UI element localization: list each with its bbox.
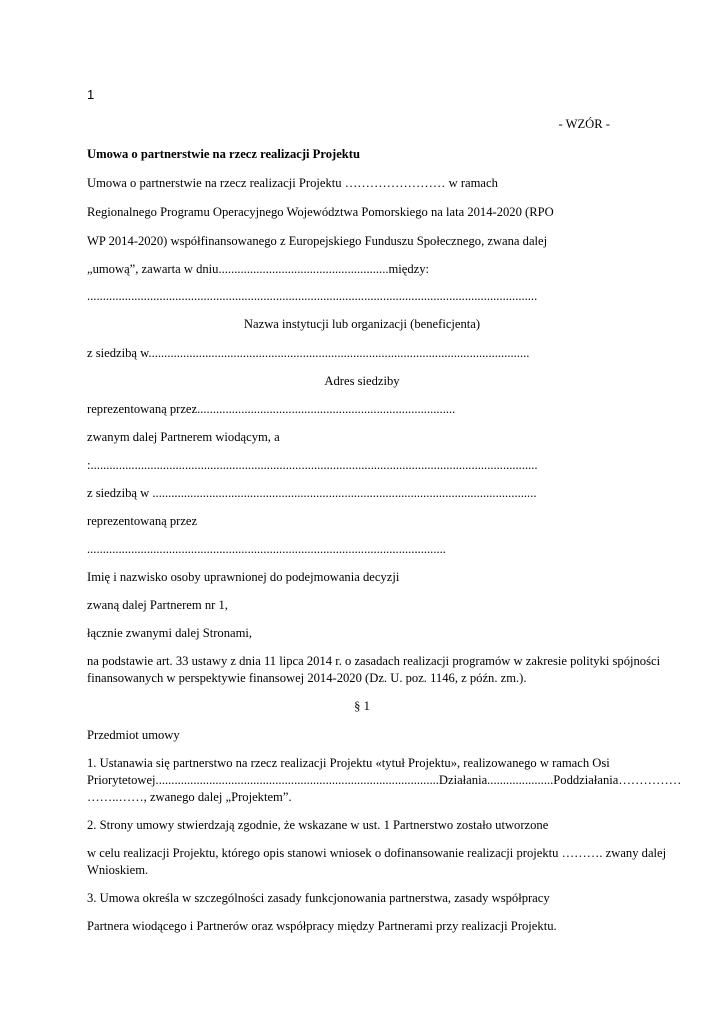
- partner-1-line: zwaną dalej Partnerem nr 1,: [87, 598, 228, 612]
- legal-basis-line-1: na podstawie art. 33 ustawy z dnia 11 lipca 2014 r. o zasadach realizacji programów w zakresie polityki spójności: [87, 654, 661, 668]
- subject-heading: Przedmiot umowy: [87, 728, 180, 742]
- fill-line-beneficiary: ...............................................................................................................................................: [87, 289, 538, 303]
- point-1-line-3: ……..……, zwanego dalej „Projektem”.: [87, 790, 292, 804]
- represented-line-1: reprezentowaną przez..................................................................................: [87, 402, 456, 416]
- fill-line-representative: ..................................................................................................................: [87, 542, 446, 556]
- point-2-line-1: 2. Strony umowy stwierdzają zgodnie, że wskazane w ust. 1 Partnerstwo zostało utworzone: [87, 818, 549, 832]
- seat-line-1: z siedzibą w.........................................................................................................................: [87, 346, 530, 360]
- point-3-line-2: Partnera wiodącego i Partnerów oraz współpracy między Partnerami przy realizacji Projektu.: [87, 919, 557, 933]
- document-title: Umowa o partnerstwie na rzecz realizacji Projektu: [87, 147, 361, 161]
- point-3-line-1: 3. Umowa określa w szczególności zasady funkcjonowania partnerstwa, zasady współpracy: [87, 891, 550, 905]
- intro-line-2: Regionalnego Programu Operacyjnego Województwa Pomorskiego na lata 2014-2020 (RPO: [87, 205, 554, 219]
- point-2-line-3: Wnioskiem.: [87, 863, 149, 877]
- intro-line-1: Umowa o partnerstwie na rzecz realizacji Projektu …………………… w ramach: [87, 176, 498, 190]
- section-mark: § 1: [354, 699, 370, 713]
- template-marker: - WZÓR -: [558, 117, 610, 131]
- point-2-line-2: w celu realizacji Projektu, którego opis stanowi wniosek o dofinansowanie realizacji projektu ………. zwany dalej: [87, 846, 667, 860]
- lead-partner-line: zwanym dalej Partnerem wiodącym, a: [87, 430, 280, 444]
- authorized-person-line: Imię i nazwisko osoby uprawnionej do podejmowania decyzji: [87, 570, 400, 584]
- page-number: 1: [87, 87, 95, 102]
- intro-line-3: WP 2014-2020) współfinansowanego z Europejskiego Funduszu Społecznego, zwana dalej: [87, 234, 548, 248]
- legal-basis-line-2: finansowanych w perspektywie finansowej 2014-2020 (Dz. U. poz. 1146, z późn. zm.).: [87, 671, 527, 685]
- point-1-line-2: Priorytetowej..........................................................................................Działania.....................Poddziałania……………: [87, 773, 682, 787]
- beneficiary-caption: Nazwa instytucji lub organizacji (beneficjenta): [243, 317, 481, 331]
- seat-line-2: z siedzibą w ..........................................................................................................................: [87, 486, 537, 500]
- intro-line-4: „umową”, zawarta w dniu......................................................między:: [87, 262, 430, 276]
- fill-line-partner: :..............................................................................................................................................: [87, 458, 538, 472]
- point-1-line-1: 1. Ustanawia się partnerstwo na rzecz realizacji Projektu «tytuł Projektu», realizowanego w ramach Osi: [87, 756, 610, 770]
- parties-line: łącznie zwanymi dalej Stronami,: [87, 626, 253, 640]
- represented-line-2: reprezentowaną przez: [87, 514, 198, 528]
- address-caption: Adres siedziby: [324, 374, 400, 388]
